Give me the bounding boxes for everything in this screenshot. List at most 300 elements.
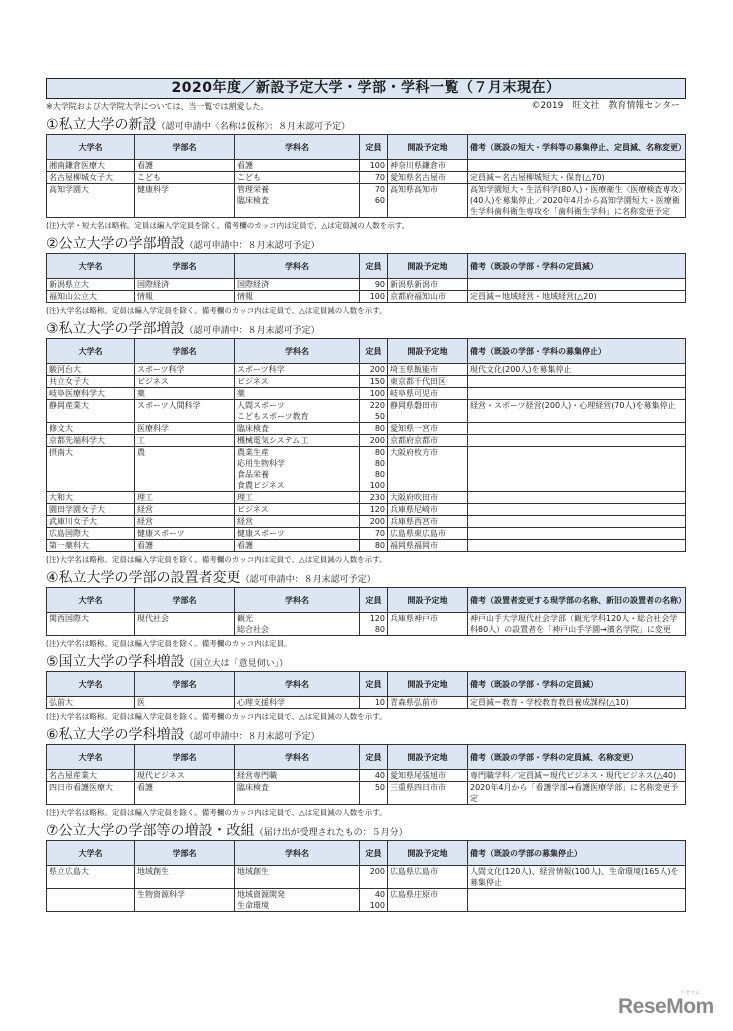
section-title (46, 236, 686, 253)
section-subtitle: （認可申請中：８月末認可予定） (184, 732, 320, 742)
document-page (46, 78, 686, 912)
col-faculty: 学部名 (135, 672, 235, 697)
capacity-value: 40 (374, 890, 385, 899)
section-subtitle: （認可申請中：８月末認可予定） (184, 326, 320, 336)
dept-name: 地域創生 (237, 867, 269, 876)
capacity-value: 120 (369, 614, 385, 623)
col-note: 備考（設置者変更する現学部の名称、新旧の設置者の名称） (468, 588, 686, 613)
capacity-value: 40 (374, 771, 385, 780)
section-heading: ⑦公立大学の学部等の増設・改組 (46, 823, 255, 839)
faculty-name: 情報 (135, 291, 235, 303)
note (468, 423, 686, 435)
col-note: 備考（既設の短大・学科等の募集停止、定員減、名称変更） (468, 135, 686, 160)
capacity-value: 200 (369, 517, 385, 526)
col-note: 備考（既設の学部・学科の募集停止） (468, 339, 686, 364)
capacity-value: 100 (369, 292, 385, 301)
header-subline (46, 100, 686, 113)
capacity-value: 80 (374, 470, 385, 479)
location: 福岡県福岡市 (388, 540, 468, 552)
univ-name: 四日市看護医療大 (47, 782, 135, 805)
table-header-row (47, 672, 686, 697)
location: 大阪府吹田市 (388, 492, 468, 504)
dept-cell (235, 388, 360, 400)
note (468, 540, 686, 552)
note: 定員減＝名古屋柳城短大・保育(△70) (468, 172, 686, 184)
faculty-name: 経営 (135, 516, 235, 528)
dept-name: 経営専門職 (237, 771, 277, 780)
note: 神戸山手大学現代社会学部（観光学科120人・総合社会学科80人）の設置者を「神戸山手学園→濱名学院」に変更 (468, 613, 686, 636)
capacity-value: 150 (369, 377, 385, 386)
dept-cell (235, 279, 360, 291)
dept-name: 国際経済 (237, 280, 269, 289)
capacity-cell (360, 172, 388, 184)
section-heading: ⑥私立大学の学科増設 (46, 727, 185, 743)
section-heading: ②公立大学の学部増設 (46, 236, 185, 252)
capacity-cell (360, 516, 388, 528)
dept-cell (235, 376, 360, 388)
table-row (47, 172, 686, 184)
univ-name: 岐阜医療科学大 (47, 388, 135, 400)
capacity-value: 120 (369, 505, 385, 514)
faculty-name: こども (135, 172, 235, 184)
location: 埼玉県飯能市 (388, 364, 468, 376)
capacity-cell (360, 697, 388, 709)
note (468, 516, 686, 528)
note: 現代文化(200人)を募集停止 (468, 364, 686, 376)
table-header-row (47, 588, 686, 613)
col-dept: 学科名 (235, 135, 360, 160)
faculty-name: スポーツ科学 (135, 364, 235, 376)
dept-name: 臨床検査 (237, 196, 269, 205)
copyright: ©2019 旺文社 教育情報センター (531, 101, 680, 111)
document-title: 2020年度／新設予定大学・学部・学科一覧（７月末現在） (46, 78, 686, 99)
table-row (47, 866, 686, 889)
section-subtitle: （国立大は「意見伺い」） (184, 659, 289, 669)
faculty-name: 健康科学 (135, 184, 235, 218)
faculty-name: スポーツ人間科学 (135, 400, 235, 423)
dept-cell (235, 782, 360, 805)
location: 青森県弘前市 (388, 697, 468, 709)
dept-cell (235, 866, 360, 889)
capacity-value: 200 (369, 365, 385, 374)
capacity-cell (360, 435, 388, 447)
col-univ: 大学名 (47, 339, 135, 364)
col-location: 開設予定地 (388, 254, 468, 279)
capacity-value: 200 (369, 436, 385, 445)
table-header-row (47, 339, 686, 364)
note: 人間文化(120人)、経営情報(100人)、生命環境(165人)を募集停止 (468, 866, 686, 889)
location: 静岡県磐田市 (388, 400, 468, 423)
capacity-value: 80 (374, 459, 385, 468)
section-table (46, 840, 686, 912)
capacity-value: 70 (374, 529, 385, 538)
col-note: 備考（既設の学部・学科の定員減） (468, 254, 686, 279)
table-row (47, 279, 686, 291)
univ-name: 京都先端科学大 (47, 435, 135, 447)
capacity-cell (360, 504, 388, 516)
capacity-value: 100 (369, 901, 385, 910)
capacity-value: 90 (374, 280, 385, 289)
dept-name: 生命環境 (237, 901, 269, 910)
univ-name: 駿河台大 (47, 364, 135, 376)
univ-name: 共立女子大 (47, 376, 135, 388)
col-capacity: 定員 (360, 841, 388, 866)
capacity-value: 80 (374, 541, 385, 550)
col-dept: 学科名 (235, 672, 360, 697)
capacity-value: 60 (374, 196, 385, 205)
section-table (46, 253, 686, 303)
dept-cell (235, 697, 360, 709)
section-footnote: (注)大学名は略称。定員は編入学定員を除く。備考欄のカッコ内は定員。 (46, 639, 292, 648)
dept-cell (235, 423, 360, 435)
col-capacity: 定員 (360, 135, 388, 160)
table-row (47, 160, 686, 172)
col-faculty: 学部名 (135, 135, 235, 160)
section-footnote: (注)大学名は略称。定員は編入学定員を除く。備考欄のカッコ内は定員で、△は定員減の人数を示す。 (46, 712, 387, 721)
table-row (47, 435, 686, 447)
table-row (47, 782, 686, 805)
col-note: 備考（既設の学部の募集停止） (468, 841, 686, 866)
col-location: 開設予定地 (388, 745, 468, 770)
location: 神奈川県鎌倉市 (388, 160, 468, 172)
col-location: 開設予定地 (388, 841, 468, 866)
section-title (46, 321, 686, 338)
table-header-row (47, 254, 686, 279)
univ-name: 関西国際大 (47, 613, 135, 636)
dept-cell (235, 528, 360, 540)
capacity-cell (360, 400, 388, 423)
col-note: 備考（既設の学部・学科の定員減、名称変更） (468, 745, 686, 770)
faculty-name: 薬 (135, 388, 235, 400)
capacity-cell (360, 889, 388, 912)
capacity-value: 80 (374, 424, 385, 433)
capacity-value: 10 (374, 698, 385, 707)
dept-cell (235, 770, 360, 782)
note (468, 447, 686, 492)
col-note: 備考（既設の学部・学科の定員減） (468, 672, 686, 697)
section-footnote: (注)大学名は略称。定員は編入学定員を除く。備考欄のカッコ内は定員で、△は定員減の人数を示す。 (46, 306, 387, 315)
capacity-cell (360, 364, 388, 376)
col-dept: 学科名 (235, 745, 360, 770)
col-univ: 大学名 (47, 745, 135, 770)
capacity-cell (360, 770, 388, 782)
note (468, 160, 686, 172)
capacity-value: 200 (369, 867, 385, 876)
faculty-name: 現代ビジネス (135, 770, 235, 782)
location: 愛知県名古屋市 (388, 172, 468, 184)
faculty-name: 医療科学 (135, 423, 235, 435)
dept-name: 管理栄養 (237, 185, 269, 194)
col-location: 開設予定地 (388, 588, 468, 613)
dept-name: ビジネス (237, 377, 269, 386)
section-title (46, 570, 686, 587)
location: 京都府福知山市 (388, 291, 468, 303)
col-univ: 大学名 (47, 672, 135, 697)
col-capacity: 定員 (360, 672, 388, 697)
table-row (47, 516, 686, 528)
note (468, 528, 686, 540)
univ-name: 大和大 (47, 492, 135, 504)
location: 兵庫県尼崎市 (388, 504, 468, 516)
section-title (46, 727, 686, 744)
table-row (47, 613, 686, 636)
univ-name: 県立広島大 (47, 866, 135, 889)
capacity-value: 50 (374, 783, 385, 792)
dept-cell (235, 492, 360, 504)
section-heading: ③私立大学の学部増設 (46, 321, 185, 337)
note: 定員減＝教育・学校教育教員養成課程(△10) (468, 697, 686, 709)
note (468, 279, 686, 291)
section-title (46, 117, 686, 134)
location: 三重県四日市市 (388, 782, 468, 805)
capacity-value: 70 (374, 173, 385, 182)
col-capacity: 定員 (360, 588, 388, 613)
table-row (47, 423, 686, 435)
col-faculty: 学部名 (135, 254, 235, 279)
dept-cell (235, 435, 360, 447)
capacity-value: 80 (374, 448, 385, 457)
dept-name: 総合社会 (237, 625, 269, 634)
col-capacity: 定員 (360, 339, 388, 364)
capacity-value: 100 (369, 161, 385, 170)
univ-name: 新潟県立大 (47, 279, 135, 291)
col-faculty: 学部名 (135, 588, 235, 613)
col-capacity: 定員 (360, 745, 388, 770)
faculty-name: 看護 (135, 160, 235, 172)
dept-name: 心理支援科学 (237, 698, 285, 707)
capacity-value: 220 (369, 401, 385, 410)
dept-cell (235, 160, 360, 172)
section-heading: ⑤国立大学の学科増設 (46, 654, 185, 670)
note: 経営・スポーツ経営(200人)・心理経営(70人)を募集停止 (468, 400, 686, 423)
faculty-name: 国際経済 (135, 279, 235, 291)
univ-name: 名古屋柳城女子大 (47, 172, 135, 184)
location: 岐阜県可児市 (388, 388, 468, 400)
table-row (47, 540, 686, 552)
dept-name: 人間スポーツ (237, 401, 285, 410)
table-header-row (47, 745, 686, 770)
header-note: ※大学院および大学院大学については、当一覧では割愛した。 (46, 102, 269, 111)
dept-name: 薬 (237, 389, 245, 398)
capacity-cell (360, 160, 388, 172)
faculty-name: ビジネス (135, 376, 235, 388)
table-header-row (47, 135, 686, 160)
univ-name: 修文大 (47, 423, 135, 435)
faculty-name: 地域創生 (135, 866, 235, 889)
section-subtitle: （認可申請中：８月末認可予定） (184, 241, 320, 251)
col-capacity: 定員 (360, 254, 388, 279)
watermark-kana: リセマム (680, 990, 700, 996)
section-heading: ①私立大学の新設 (46, 117, 157, 133)
dept-cell (235, 889, 360, 912)
col-faculty: 学部名 (135, 745, 235, 770)
dept-cell (235, 364, 360, 376)
col-univ: 大学名 (47, 588, 135, 613)
table-row (47, 400, 686, 423)
note: 2020年4月から「看護学部→看護医療学部」に名称変更予定 (468, 782, 686, 805)
dept-cell (235, 172, 360, 184)
table-row (47, 697, 686, 709)
col-univ: 大学名 (47, 254, 135, 279)
col-faculty: 学部名 (135, 841, 235, 866)
section-table (46, 338, 686, 552)
location: 広島県広島市 (388, 866, 468, 889)
univ-name: 名古屋産業大 (47, 770, 135, 782)
section-subtitle: （届け出が受理されたもの：５月分） (254, 828, 408, 838)
dept-name: 臨床検査 (237, 783, 269, 792)
section-footnote: (注)大学・短大名は略称。定員は編入学定員を除く。備考欄のカッコ内は定員で、△は定員減の人数を示す。 (46, 221, 410, 230)
capacity-cell (360, 866, 388, 889)
faculty-name: 工 (135, 435, 235, 447)
univ-name: 第一薬科大 (47, 540, 135, 552)
univ-name: 広島国際大 (47, 528, 135, 540)
dept-name: 臨床検査 (237, 424, 269, 433)
capacity-cell (360, 540, 388, 552)
location: 兵庫県神戸市 (388, 613, 468, 636)
location: 愛知県一宮市 (388, 423, 468, 435)
col-dept: 学科名 (235, 841, 360, 866)
note (468, 376, 686, 388)
section-title (46, 654, 686, 671)
univ-name (47, 889, 135, 912)
col-location: 開設予定地 (388, 672, 468, 697)
section-subtitle: （認可申請中：８月末認可予定） (240, 575, 376, 585)
location: 広島県東広島市 (388, 528, 468, 540)
capacity-value: 230 (369, 493, 385, 502)
dept-cell (235, 400, 360, 423)
faculty-name: 健康スポーツ (135, 528, 235, 540)
col-univ: 大学名 (47, 135, 135, 160)
dept-cell (235, 504, 360, 516)
univ-name: 高知学園大 (47, 184, 135, 218)
location: 東京都千代田区 (388, 376, 468, 388)
table-row (47, 492, 686, 504)
table-header-row (47, 841, 686, 866)
faculty-name: 看護 (135, 782, 235, 805)
univ-name: 弘前大 (47, 697, 135, 709)
col-faculty: 学部名 (135, 339, 235, 364)
note: 高知学園短大・生活科学(80人)・医療衛生〈医療検査専攻〉(40人)を募集停止／2020年4月から高知学園短大・医療衛生学科歯科衛生専攻を「歯科衛生学科」に名称変更予定 (468, 184, 686, 218)
section-table (46, 671, 686, 709)
section-heading: ④私立大学の学部の設置者変更 (46, 570, 241, 586)
dept-name: 機械電気システム工 (237, 436, 309, 445)
note (468, 504, 686, 516)
dept-name: 経営 (237, 517, 253, 526)
capacity-cell (360, 184, 388, 218)
col-location: 開設予定地 (388, 135, 468, 160)
table-row (47, 184, 686, 218)
dept-name: 看護 (237, 541, 253, 550)
sections-container (46, 117, 686, 912)
resemom-logo: ReseMom (618, 995, 714, 1018)
location: 大阪府枚方市 (388, 447, 468, 492)
capacity-value: 70 (374, 185, 385, 194)
faculty-name: 経営 (135, 504, 235, 516)
table-row (47, 770, 686, 782)
capacity-value: 100 (369, 389, 385, 398)
location: 高知県高知市 (388, 184, 468, 218)
dept-name: 観光 (237, 614, 253, 623)
univ-name: 武庫川女子大 (47, 516, 135, 528)
location: 愛知県尾張旭市 (388, 770, 468, 782)
faculty-name: 看護 (135, 540, 235, 552)
dept-cell (235, 184, 360, 218)
univ-name: 福知山公立大 (47, 291, 135, 303)
location: 新潟県新潟市 (388, 279, 468, 291)
capacity-cell (360, 782, 388, 805)
section-footnote: (注)大学名は略称。定員は編入学定員を除く。備考欄のカッコ内は定員で、△は定員減の人数を示す。 (46, 808, 387, 817)
col-location: 開設予定地 (388, 339, 468, 364)
capacity-cell (360, 291, 388, 303)
location: 広島県庄原市 (388, 889, 468, 912)
dept-name: スポーツ科学 (237, 365, 285, 374)
dept-name: 理工 (237, 493, 253, 502)
table-row (47, 504, 686, 516)
note (468, 492, 686, 504)
capacity-value: 50 (374, 412, 385, 421)
table-row (47, 447, 686, 492)
section-table (46, 744, 686, 805)
univ-name: 摂南大 (47, 447, 135, 492)
table-row (47, 291, 686, 303)
dept-name: 地域資源開発 (237, 890, 285, 899)
capacity-cell (360, 388, 388, 400)
capacity-cell (360, 447, 388, 492)
univ-name: 園田学園女子大 (47, 504, 135, 516)
table-row (47, 528, 686, 540)
section-title (46, 823, 686, 840)
faculty-name: 生物資源科学 (135, 889, 235, 912)
location: 兵庫県西宮市 (388, 516, 468, 528)
capacity-cell (360, 279, 388, 291)
dept-name: 看護 (237, 161, 253, 170)
univ-name: 湘南鎌倉医療大 (47, 160, 135, 172)
faculty-name: 現代社会 (135, 613, 235, 636)
dept-cell (235, 540, 360, 552)
dept-name: こどもスポーツ教育 (237, 412, 309, 421)
dept-name: 農業生産 (237, 448, 269, 457)
dept-name: こども (237, 173, 261, 182)
dept-name: 情報 (237, 292, 253, 301)
dept-cell (235, 613, 360, 636)
note (468, 388, 686, 400)
capacity-value: 100 (369, 481, 385, 490)
table-row (47, 388, 686, 400)
note: 専門職学科／定員減＝現代ビジネス・現代ビジネス(△40) (468, 770, 686, 782)
col-dept: 学科名 (235, 339, 360, 364)
faculty-name: 医 (135, 697, 235, 709)
col-dept: 学科名 (235, 588, 360, 613)
capacity-cell (360, 492, 388, 504)
section-table (46, 587, 686, 636)
col-univ: 大学名 (47, 841, 135, 866)
dept-name: 応用生物科学 (237, 459, 285, 468)
location: 京都府京都市 (388, 435, 468, 447)
section-subtitle: （認可申請中〈名称は仮称〉：８月末認可予定） (156, 122, 351, 132)
table-row (47, 376, 686, 388)
dept-name: 食農ビジネス (237, 481, 285, 490)
dept-cell (235, 516, 360, 528)
faculty-name: 理工 (135, 492, 235, 504)
capacity-cell (360, 528, 388, 540)
note (468, 435, 686, 447)
note: 定員減＝地域経営・地域経営(△20) (468, 291, 686, 303)
capacity-value: 80 (374, 625, 385, 634)
dept-name: 食品栄養 (237, 470, 269, 479)
dept-name: ビジネス (237, 505, 269, 514)
capacity-cell (360, 613, 388, 636)
univ-name: 静岡産業大 (47, 400, 135, 423)
